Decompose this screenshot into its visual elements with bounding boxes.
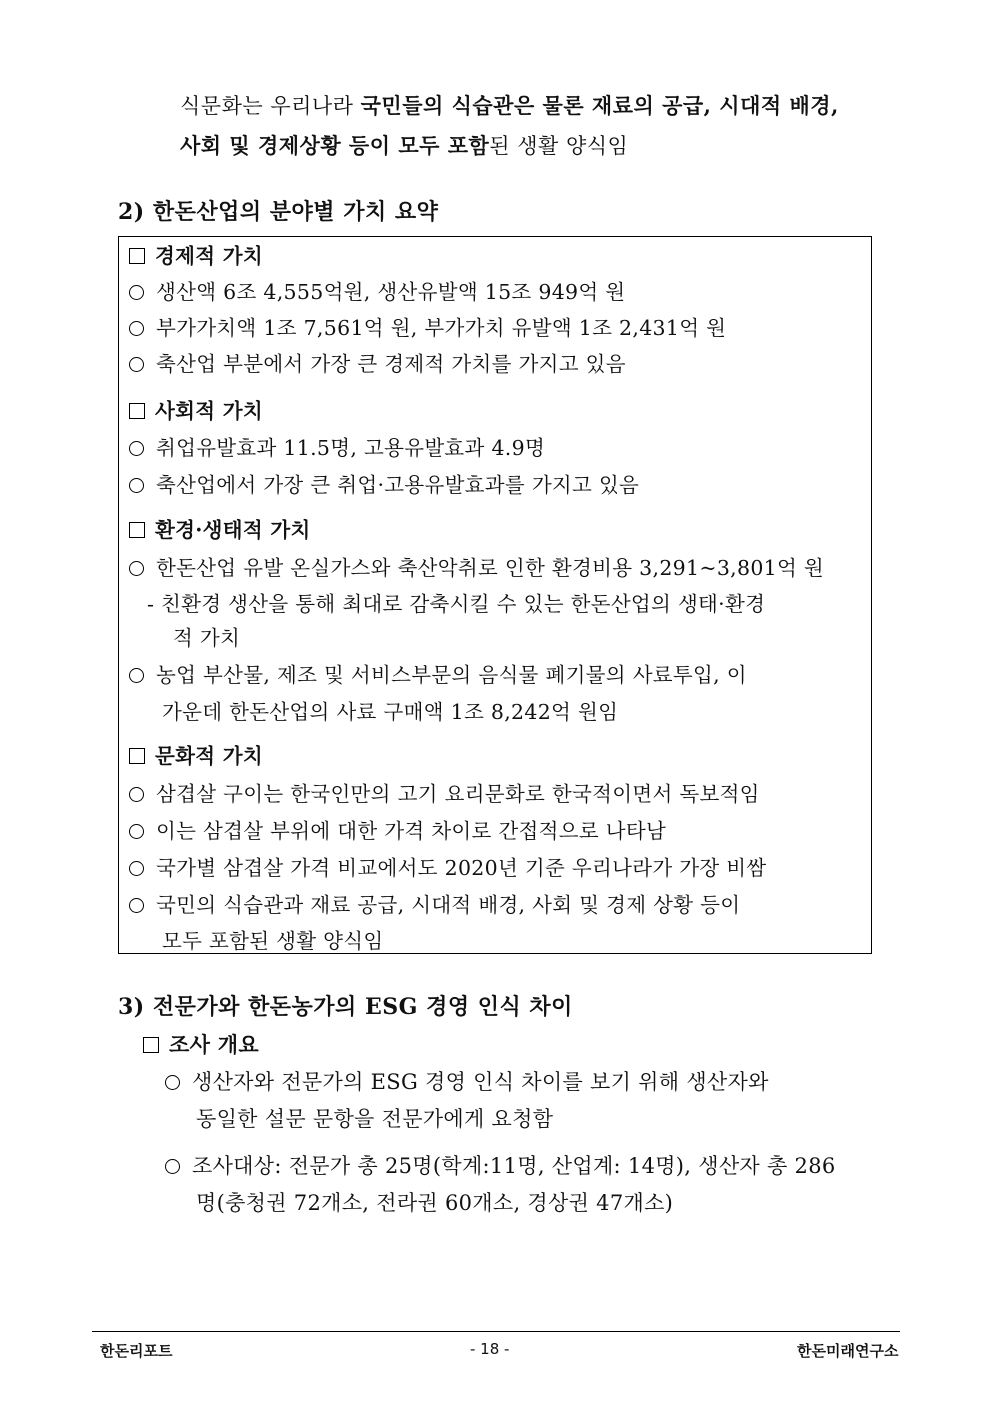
list-item-continuation: 명(충청권 72개소, 전라권 60개소, 경상권 47개소) [196,1191,674,1215]
page-number: - 18 - [470,1340,510,1358]
list-item-text: 축산업 부분에서 가장 큰 경제적 가치를 가지고 있음 [156,352,626,376]
list-item-continuation: 가운데 한돈산업의 사료 구매액 1조 8,242억 원임 [162,700,619,724]
intro-text-regular: 식문화는 우리나라 [180,94,361,118]
footer-divider [92,1331,900,1332]
list-item [129,468,639,498]
square-bullet-icon [129,403,145,419]
survey-overview-heading [143,1029,259,1059]
circle-bullet-icon [165,1075,180,1090]
footer-left: 한돈리포트 [100,1342,173,1360]
list-item-text: 한돈산업 유발 온실가스와 축산악취로 인한 환경비용 3,291~3,801억 원 [156,556,825,580]
social-value-heading [129,394,263,424]
square-bullet-icon [143,1037,159,1053]
square-bullet-icon [129,522,145,538]
list-item [129,658,747,688]
list-item [129,851,766,881]
list-item-text: 생산액 6조 4,555억원, 생산유발액 15조 949억 원 [156,280,626,304]
list-item [129,551,824,581]
circle-bullet-icon [129,441,144,456]
sub-item: - 친환경 생산을 통해 최대로 감축시킬 수 있는 한돈산업의 생태·환경 [147,592,766,616]
list-item-text: 삼겹살 구이는 한국인만의 고기 요리문화로 한국적이면서 독보적임 [156,782,760,806]
heading-text: 조사 개요 [169,1032,259,1057]
circle-bullet-icon [165,1159,180,1174]
list-item-text: 국가별 삼겹살 가격 비교에서도 2020년 기준 우리나라가 가장 비쌈 [156,856,767,880]
list-item [165,1066,769,1096]
list-item-text: 생산자와 전문가의 ESG 경영 인식 차이를 보기 위해 생산자와 [192,1070,769,1094]
heading-text: 경제적 가치 [155,244,263,268]
circle-bullet-icon [129,285,144,300]
circle-bullet-icon [129,321,144,336]
intro-text-regular: 된 생활 양식임 [489,134,629,158]
intro-text-bold: 사회 및 경제상황 등이 모두 포함 [180,133,490,158]
list-item [129,275,625,305]
section-3-title: 3) 전문가와 한돈농가의 ESG 경영 인식 차이 [118,994,573,1020]
heading-text: 환경·생태적 가치 [155,518,311,542]
list-item [165,1150,836,1180]
economic-value-heading [129,239,263,269]
section-2-title: 2) 한돈산업의 분야별 가치 요약 [118,199,439,225]
list-item [129,814,666,844]
sub-item-continuation: 적 가치 [173,626,241,650]
list-item [129,888,740,918]
heading-text: 사회적 가치 [155,399,263,423]
list-item [129,311,726,341]
list-item [129,431,545,461]
square-bullet-icon [129,248,145,264]
intro-text-bold: 국민들의 식습관은 물론 재료의 공급, 시대적 배경, [360,93,839,118]
list-item-text: 축산업에서 가장 큰 취업·고용유발효과를 가지고 있음 [156,473,640,497]
list-item-text: 조사대상: 전문가 총 25명(학계:11명, 산업계: 14명), 생산자 총 286 [192,1154,836,1178]
square-bullet-icon [129,748,145,764]
list-item-text: 부가가치액 1조 7,561억 원, 부가가치 유발액 1조 2,431억 원 [156,316,727,340]
list-item-continuation: 모두 포함된 생활 양식임 [162,929,384,953]
list-item-text: 농업 부산물, 제조 및 서비스부문의 음식물 폐기물의 사료투입, 이 [156,663,747,687]
list-item [129,347,626,377]
cultural-value-heading [129,739,263,769]
circle-bullet-icon [129,478,144,493]
footer-right: 한돈미래연구소 [797,1342,899,1360]
list-item-text: 취업유발효과 11.5명, 고용유발효과 4.9명 [156,436,546,460]
heading-text: 문화적 가치 [155,744,263,768]
circle-bullet-icon [129,824,144,839]
value-summary-box [118,236,872,954]
intro-line-2 [180,126,920,166]
circle-bullet-icon [129,668,144,683]
list-item-continuation: 동일한 설문 문항을 전문가에게 요청함 [196,1107,554,1131]
list-item-text: 이는 삼겹살 부위에 대한 가격 차이로 간접적으로 나타남 [156,819,667,843]
intro-line-1 [180,86,920,126]
circle-bullet-icon [129,787,144,802]
intro-paragraph [180,86,920,166]
list-item-text: 국민의 식습관과 재료 공급, 시대적 배경, 사회 및 경제 상황 등이 [156,893,741,917]
circle-bullet-icon [129,561,144,576]
environment-value-heading [129,513,311,543]
circle-bullet-icon [129,898,144,913]
list-item [129,777,760,807]
circle-bullet-icon [129,861,144,876]
circle-bullet-icon [129,357,144,372]
